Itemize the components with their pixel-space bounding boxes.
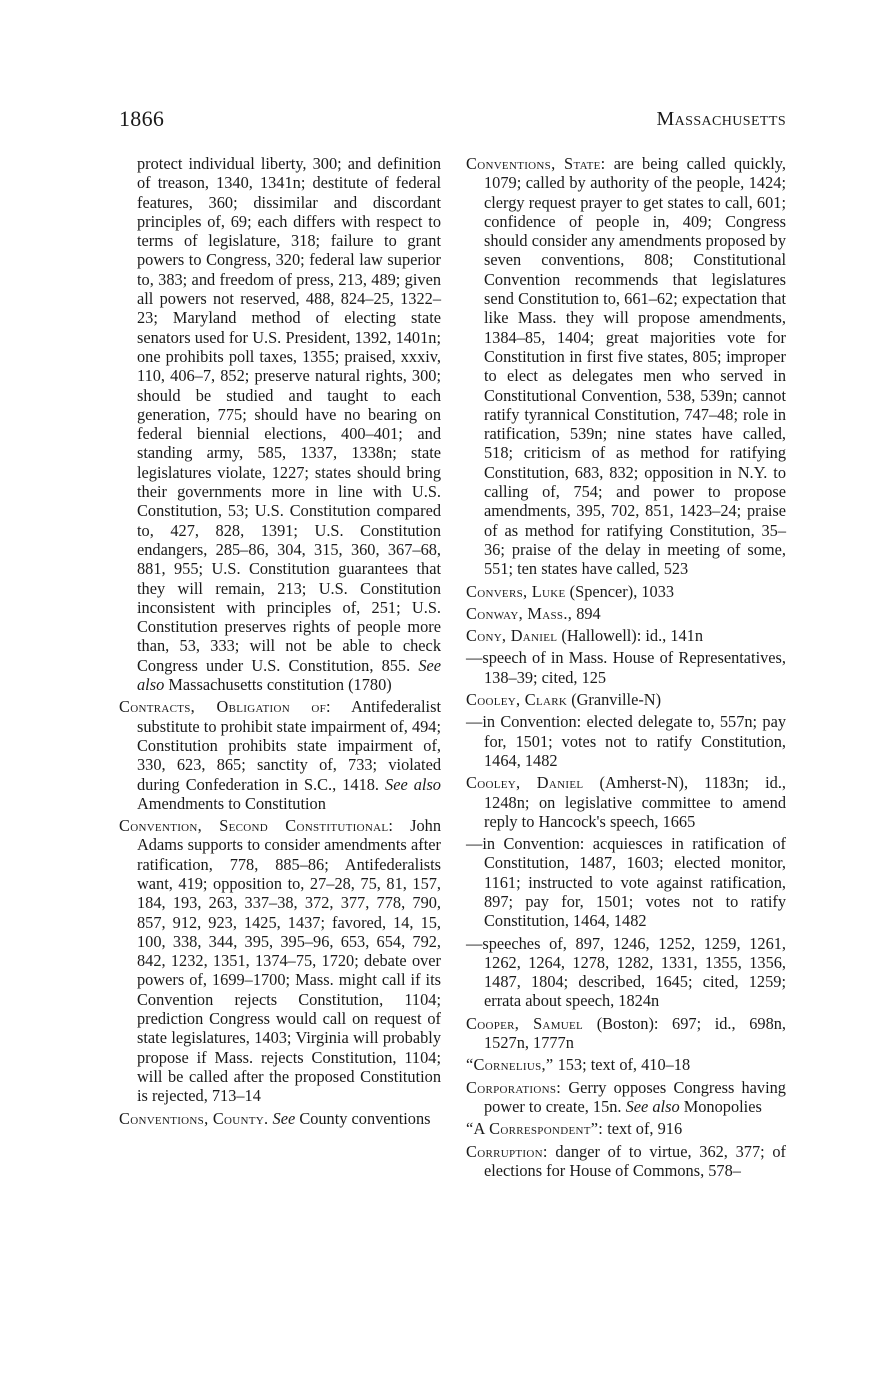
left-column [119,154,441,1131]
entry-text: (Hallowell): id., 141n [561,626,704,646]
index-entry [466,1014,786,1053]
entry-heading: Conventions, County. [119,1108,269,1128]
entry-text: 894 [576,603,601,623]
entry-text: —in Convention: elected delegate to, 557n; pay for, 1501; votes not to ratify Constitution, 1464, 1482 [466,712,786,770]
entry-text: —speech of in Mass. House of Representatives, 138–39; cited, 125 [466,648,786,687]
index-entry [466,834,786,930]
entry-text: (Amherst-N), 1183n; id., 1248n; on legislative committee to amend reply to Hancock's speech, 1665 [484,773,786,831]
entry-heading: Corporations: [466,1077,562,1097]
entry-text: John Adams supports to consider amendments after ratification, 778, 885–86; Antifederalists want, 419; opposition to, 27–28, 75, 81, 157, 184, 193, 263, 337–38, 372, 377, 778, 790, 857, 912, 923, 1425, 1437; favored, 14, 15, 100, 338, 344, 395, 395–96, 653, 654, 792, 842, 1232, 1351, 1374–75, 1720; debate over powers of, 1699–1700; Mass. might call if its Convention rejects Constitution, 1104; prediction Congress would call on request of state legislatures, 1403; Virginia will probably propose if Mass. rejects Constitution, 1104; will be called after the proposed Constitution is rejected, 713–14 [137,816,441,1106]
see-reference: See also [137,655,441,695]
entry-heading: Corruption: [466,1141,548,1161]
index-entry [119,154,441,694]
index-entry [466,1055,786,1074]
entry-heading: Convention, Second Constitutional: [119,816,394,836]
index-entry [466,1119,786,1138]
see-reference: See also [385,774,441,794]
entry-heading: Cooley, Daniel [466,773,584,793]
index-entry [466,1078,786,1117]
index-entry [466,1142,786,1181]
entry-text: Gerry opposes Congress having power to create, 15n. [484,1077,786,1116]
entry-heading: “Cornelius,” [466,1055,554,1075]
running-head: Massachusetts [656,108,786,130]
entry-heading: Cooper, Samuel [466,1013,584,1033]
entry-heading: Conway, Mass., [466,603,573,623]
index-entry [119,1109,441,1128]
index-entry [466,604,786,623]
entry-heading: Cony, Daniel [466,626,558,646]
see-target: Massachusetts constitution (1780) [168,675,392,695]
see-reference: See also [625,1096,680,1116]
index-entry [466,690,786,709]
entry-text: 153; text of, 410–18 [557,1055,691,1075]
entry-heading: Cooley, Clark [466,690,568,710]
entry-text: —speeches of, 897, 1246, 1252, 1259, 1261, 1262, 1264, 1278, 1282, 1331, 1355, 1356, 1487, 1804; described, 1645; cited, 1259; errata about speech, 1824n [466,933,786,1011]
entry-text: are being called quickly, 1079; called by authority of the people, 1424; clergy request prayer to get states to call, 601; confidence of people in, 409; Congress should consider any amendments proposed by seven conventions, 808; Constitutional Convention recommends that legislatures send Constitution to, 661–62; expectation that like Mass. they will propose amendments, 1384–85, 1404; great majorities vote for Constitution in first five states, 805; improper to elect as delegates men who served in Constitutional Convention, 538, 539n; cannot ratify tyrannical Constitution, 747–48; role in ratification, 539n; nine states have called, 518; criticism of as method for ratifying Constitution, 683, 832; opposition in N.Y. to calling of, 754; and power to propose amendments, 395, 702, 851, 1423–24; praise of as method for ratifying Constitution, 35–36; praise of the delay in meeting of some, 551; ten states have called, 523 [484,154,786,579]
see-target: County conventions [299,1108,431,1128]
entry-heading: Contracts, Obligation of: [119,697,331,717]
entry-heading: Conventions, State: [466,154,606,173]
index-entry [466,773,786,831]
entry-text: text of, 916 [607,1119,683,1139]
index-entry [466,712,786,770]
see-target: Amendments to Constitution [137,793,326,813]
index-entry [119,816,441,1105]
entry-heading: Convers, Luke [466,581,566,601]
index-entry [466,934,786,1011]
entry-text: —in Convention: acquiesces in ratification of Constitution, 1487, 1603; elected monitor, 1161; instructed to vote against ratification, 897; pay for, 1501; votes not to ratify Constitution, 1464, 1482 [466,834,786,931]
entry-text: (Granville-N) [571,690,662,710]
entry-text: (Spencer), 1033 [569,581,675,601]
index-entry [466,626,786,645]
entry-text: protect individual liberty, 300; and definition of treason, 1340, 1341n; destitute of federal features, 360; dissimilar and discordant principles of, 69; each differs with respect to terms of legislature, 318; failure to grant powers to Congress, 320; federal law superior to, 383; and freedom of press, 213, 489; given all powers not reserved, 488, 824–25, 1322–23; Maryland method of electing state senators used for U.S. President, 1392, 1401n; one prohibits poll taxes, 1355; praised, xxxiv, 110, 406–7, 852; preserve natural rights, 300; should be studied and taught to each generation, 775; should have no bearing on federal biennial elections, 400–401; and standing army, 585, 1337, 1338n; state legislatures violate, 1227; states should bring their governments more in line with U.S. Constitution, 53; U.S. Constitution compared to, 427, 828, 1391; U.S. Constitution endangers, 285–86, 304, 315, 360, 367–68, 881, 955; U.S. Constitution guarantees that they will remain, 213; U.S. Constitution inconsistent with principles of, 251; U.S. Constitution preserves rights of people more than, 53, 333; will not be able to check Congress under U.S. Constitution, 855. [137,154,441,675]
entry-text: Antifederalist substitute to prohibit state impairment of, 494; Constitution prohibits state impairment of, 330, 623, 865; sanctity of, 733; violated during Confederation in S.C., 1418. [137,697,441,794]
right-column [466,154,786,1183]
index-entry [119,697,441,813]
entry-heading: “A Correspondent”: [466,1119,604,1139]
index-entry [466,582,786,601]
entry-text: (Boston): 697; id., 698n, 1527n, 1777n [484,1013,786,1053]
see-target: Monopolies [683,1096,762,1116]
see-reference: See [272,1108,296,1128]
index-entry [466,154,786,579]
entry-text: danger of to virtue, 362, 377; of elections for House of Commons, 578– [484,1141,786,1180]
index-entry [466,648,786,687]
page-number: 1866 [119,106,165,131]
